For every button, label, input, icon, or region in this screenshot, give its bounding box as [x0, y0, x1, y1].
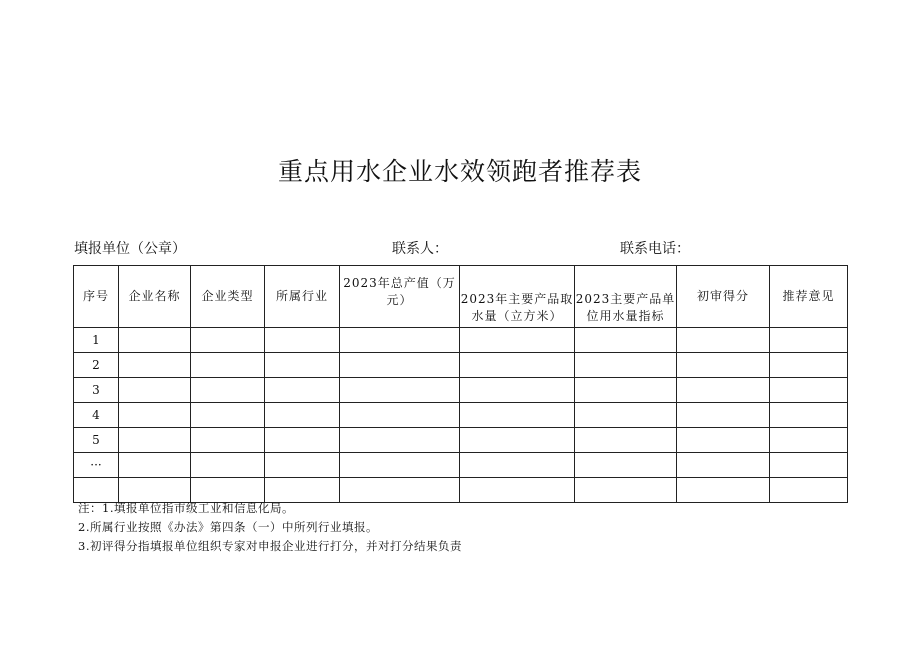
table-cell[interactable]	[677, 428, 770, 453]
table-cell[interactable]	[460, 403, 575, 428]
table-cell[interactable]	[677, 378, 770, 403]
table-cell[interactable]	[575, 453, 677, 478]
table-cell[interactable]	[677, 453, 770, 478]
fill-unit-label: 填报单位（公章）	[74, 241, 186, 257]
header-initial-score: 初审得分	[677, 266, 770, 328]
table-cell[interactable]	[265, 378, 340, 403]
document-title: 重点用水企业水效领跑者推荐表	[277, 157, 642, 186]
header-unit-water-use: 2023主要产品单位用水量指标	[575, 266, 677, 328]
row-number: ···	[74, 453, 119, 478]
table-cell[interactable]	[575, 428, 677, 453]
table-cell[interactable]	[770, 353, 848, 378]
table-cell[interactable]	[119, 378, 191, 403]
header-company-type: 企业类型	[191, 266, 265, 328]
table-row	[74, 403, 848, 428]
table-cell[interactable]	[770, 403, 848, 428]
table-row	[74, 328, 848, 353]
table-cell[interactable]	[770, 378, 848, 403]
table-cell[interactable]	[460, 428, 575, 453]
table-cell[interactable]	[340, 378, 460, 403]
table-cell[interactable]	[265, 353, 340, 378]
fill-phone-label: 联系电话：	[620, 241, 690, 257]
table-row	[74, 378, 848, 403]
table-cell[interactable]	[265, 453, 340, 478]
table-header-row	[74, 266, 848, 328]
table-cell[interactable]	[265, 403, 340, 428]
header-recommendation: 推荐意见	[770, 266, 848, 328]
table-cell[interactable]	[340, 453, 460, 478]
table-cell[interactable]	[340, 428, 460, 453]
note-line: 2.所属行业按照《办法》第四条（一）中所列行业填报。	[78, 520, 378, 534]
row-number: 2	[74, 353, 119, 378]
table-cell[interactable]	[340, 353, 460, 378]
table-cell[interactable]	[191, 403, 265, 428]
table-cell[interactable]	[119, 403, 191, 428]
table-cell[interactable]	[575, 378, 677, 403]
table-cell[interactable]	[575, 328, 677, 353]
table-cell[interactable]	[119, 428, 191, 453]
table-row	[74, 428, 848, 453]
table-cell[interactable]	[770, 453, 848, 478]
table-cell[interactable]	[191, 428, 265, 453]
table-cell[interactable]	[460, 378, 575, 403]
table-cell[interactable]	[575, 353, 677, 378]
table-cell[interactable]	[677, 403, 770, 428]
table-cell[interactable]	[191, 378, 265, 403]
table-cell[interactable]	[119, 453, 191, 478]
row-number: 4	[74, 403, 119, 428]
table-cell[interactable]	[460, 453, 575, 478]
header-output-value: 2023年总产值（万元）	[340, 266, 460, 328]
table-cell[interactable]	[265, 328, 340, 353]
note-line: 注：1.填报单位指市级工业和信息化局。	[78, 501, 294, 515]
table-cell[interactable]	[460, 328, 575, 353]
table-row	[74, 453, 848, 478]
table-cell[interactable]	[770, 428, 848, 453]
table-cell[interactable]	[191, 353, 265, 378]
table-row	[74, 353, 848, 378]
table-cell[interactable]	[340, 403, 460, 428]
notes	[78, 499, 462, 556]
header-company-name: 企业名称	[119, 266, 191, 328]
table-cell[interactable]	[677, 328, 770, 353]
fill-contact-label: 联系人：	[392, 241, 448, 257]
table-cell[interactable]	[770, 478, 848, 503]
recommendation-table	[73, 265, 848, 503]
header-industry: 所属行业	[265, 266, 340, 328]
table-cell[interactable]	[265, 428, 340, 453]
header-index: 序号	[74, 266, 119, 328]
table-cell[interactable]	[575, 478, 677, 503]
table-cell[interactable]	[191, 328, 265, 353]
note-line: 3.初评得分指填报单位组织专家对申报企业进行打分，并对打分结果负责	[78, 539, 462, 553]
table-cell[interactable]	[460, 353, 575, 378]
table-cell[interactable]	[677, 353, 770, 378]
table-cell[interactable]	[770, 328, 848, 353]
table-cell[interactable]	[460, 478, 575, 503]
table-cell[interactable]	[119, 353, 191, 378]
header-water-intake: 2023年主要产品取水量（立方米）	[460, 266, 575, 328]
row-number: 3	[74, 378, 119, 403]
row-number: 1	[74, 328, 119, 353]
row-number: 5	[74, 428, 119, 453]
table-cell[interactable]	[119, 328, 191, 353]
table-cell[interactable]	[677, 478, 770, 503]
table-cell[interactable]	[191, 453, 265, 478]
table-cell[interactable]	[575, 403, 677, 428]
table-cell[interactable]	[340, 328, 460, 353]
